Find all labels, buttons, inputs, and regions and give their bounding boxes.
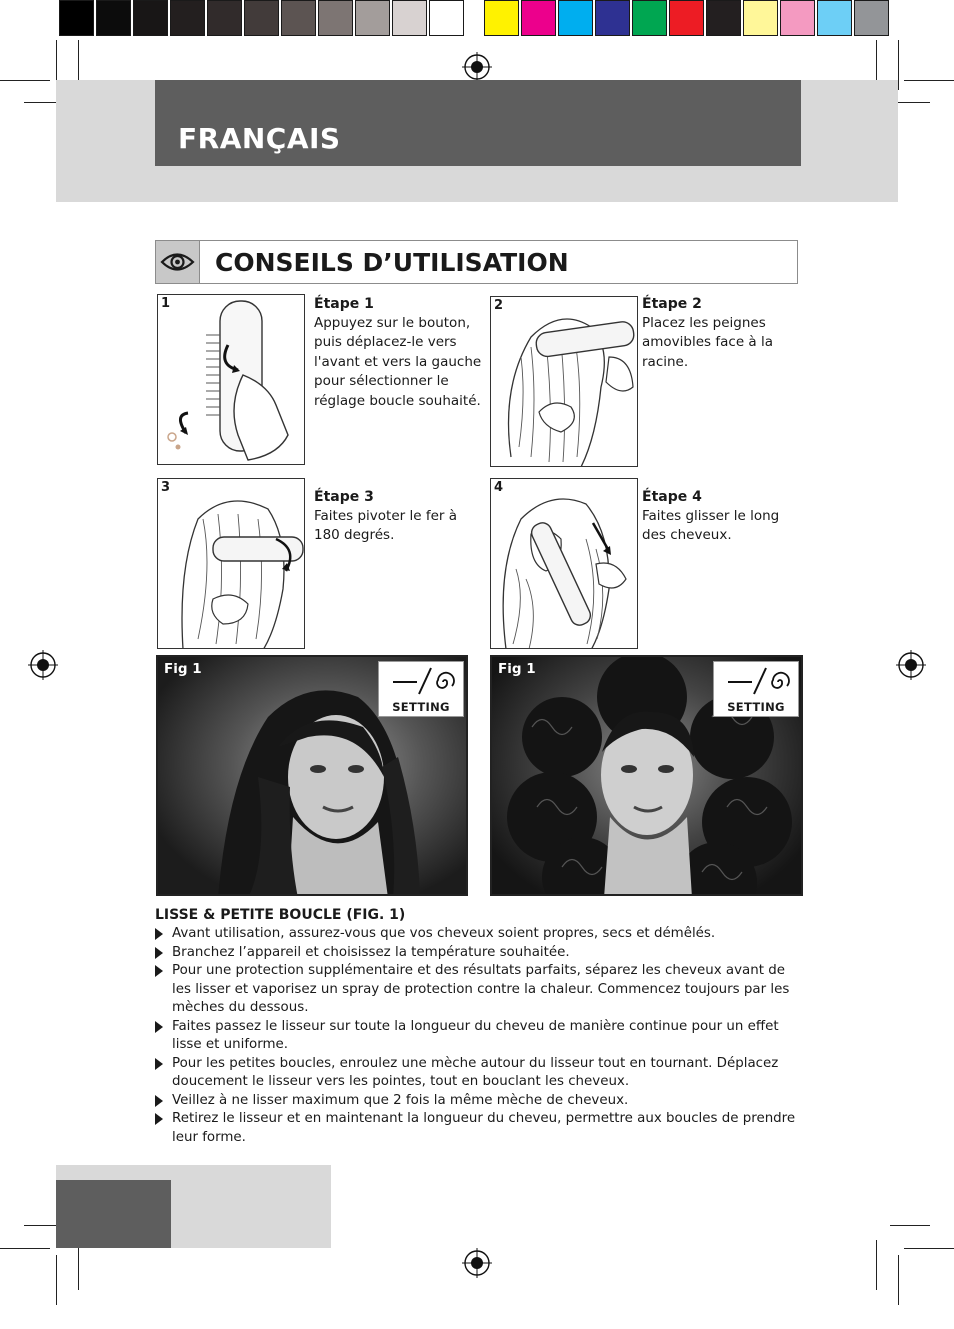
list-item: Veillez à ne lisser maximum que 2 fois la même mèche de cheveux.: [155, 1092, 805, 1111]
color-swatch: [207, 0, 242, 36]
color-swatch: [96, 0, 131, 36]
section-heading: [155, 240, 798, 284]
page-title: FRANÇAIS: [178, 122, 341, 155]
section-title: CONSEILS D’UTILISATION: [215, 248, 569, 277]
registration-mark-icon: [896, 650, 926, 680]
step-number: 2: [494, 298, 504, 313]
color-swatch: [429, 0, 464, 36]
color-swatch: [854, 0, 889, 36]
color-swatch: [521, 0, 556, 36]
registration-mark-icon: [462, 52, 492, 82]
color-swatch: [355, 0, 390, 36]
list-item: Pour les petites boucles, enroulez une mèche autour du lisseur tout en tournant. Déplacez doucement le lisseur vers les pointes, tout en bouclant les cheveux.: [155, 1055, 805, 1092]
instructions-heading: LISSE & PETITE BOUCLE (FIG. 1): [155, 907, 406, 923]
bullet-arrow-icon: [155, 1095, 163, 1107]
bullet-arrow-icon: [155, 947, 163, 959]
color-swatch: [170, 0, 205, 36]
step-number: 3: [161, 480, 171, 495]
list-item: Pour une protection supplémentaire et des résultats parfaits, séparez les cheveux avant de les lisser et vaporisez un spray de protection contre la chaleur. Commencez toujours par les mèches du dessous.: [155, 962, 805, 1018]
step-4-illustration: [490, 478, 638, 649]
list-item: Retirez le lisseur et en maintenant la longueur du cheveu, permettre aux boucles de prendre leur forme.: [155, 1110, 805, 1147]
list-item: Avant utilisation, assurez-vous que vos cheveux soient propres, secs et démêlés.: [155, 925, 805, 944]
color-swatch: [817, 0, 852, 36]
step-1-description: Appuyez sur le bouton, puis déplacez-le vers l'avant et vers la gauche pour sélectionner le réglage boucle souhaité.: [314, 315, 482, 409]
color-swatch: [595, 0, 630, 36]
step-4-description: Faites glisser le long des cheveux.: [642, 508, 780, 544]
step-number: 1: [161, 296, 171, 311]
setting-label: SETTING: [392, 700, 450, 714]
color-swatch: [669, 0, 704, 36]
registration-mark-icon: [462, 1248, 492, 1278]
eye-icon: [156, 241, 200, 283]
color-swatch: [244, 0, 279, 36]
bullet-arrow-icon: [155, 1113, 163, 1125]
figure-label: Fig 1: [498, 661, 536, 677]
setting-indicator: [378, 661, 464, 717]
straight-curl-setting-icon: [379, 662, 463, 700]
step-3-illustration: [157, 478, 305, 649]
color-swatch: [632, 0, 667, 36]
list-item: Faites passez le lisseur sur toute la longueur du cheveu de manière continue pour un effet lisse et uniforme.: [155, 1018, 805, 1055]
color-swatch: [743, 0, 778, 36]
step-3-description: Faites pivoter le fer à 180 degrés.: [314, 508, 458, 544]
color-swatch: [392, 0, 427, 36]
step-3-title: Étape 3: [314, 489, 374, 505]
step-number: 4: [494, 480, 504, 495]
grayscale-swatches: [59, 0, 466, 38]
color-swatch: [59, 0, 94, 36]
step-2-description: Placez les peignes amovibles face à la racine.: [642, 315, 774, 370]
setting-label: SETTING: [727, 700, 785, 714]
color-swatches: [484, 0, 891, 38]
instructions-list: [155, 925, 805, 1147]
curly-hair-photo: [490, 655, 803, 896]
step-2-title: Étape 2: [642, 296, 702, 312]
setting-indicator: [713, 661, 799, 717]
bullet-arrow-icon: [155, 928, 163, 940]
color-swatch: [318, 0, 353, 36]
straight-curl-setting-icon: [714, 662, 798, 700]
bullet-arrow-icon: [155, 1058, 163, 1070]
footer-page-tab: [56, 1180, 171, 1248]
registration-mark-icon: [28, 650, 58, 680]
color-swatch: [780, 0, 815, 36]
step-4-title: Étape 4: [642, 489, 702, 505]
color-swatch: [281, 0, 316, 36]
figure-label: Fig 1: [164, 661, 202, 677]
step-1-title: Étape 1: [314, 296, 374, 312]
list-item: Branchez l’appareil et choisissez la température souhaitée.: [155, 944, 805, 963]
color-swatch: [706, 0, 741, 36]
color-swatch: [558, 0, 593, 36]
color-swatch: [133, 0, 168, 36]
step-2-illustration: [490, 296, 638, 467]
straight-hair-photo: [156, 655, 468, 896]
color-swatch: [484, 0, 519, 36]
bullet-arrow-icon: [155, 1021, 163, 1033]
step-1-illustration: [157, 294, 305, 465]
bullet-arrow-icon: [155, 965, 163, 977]
